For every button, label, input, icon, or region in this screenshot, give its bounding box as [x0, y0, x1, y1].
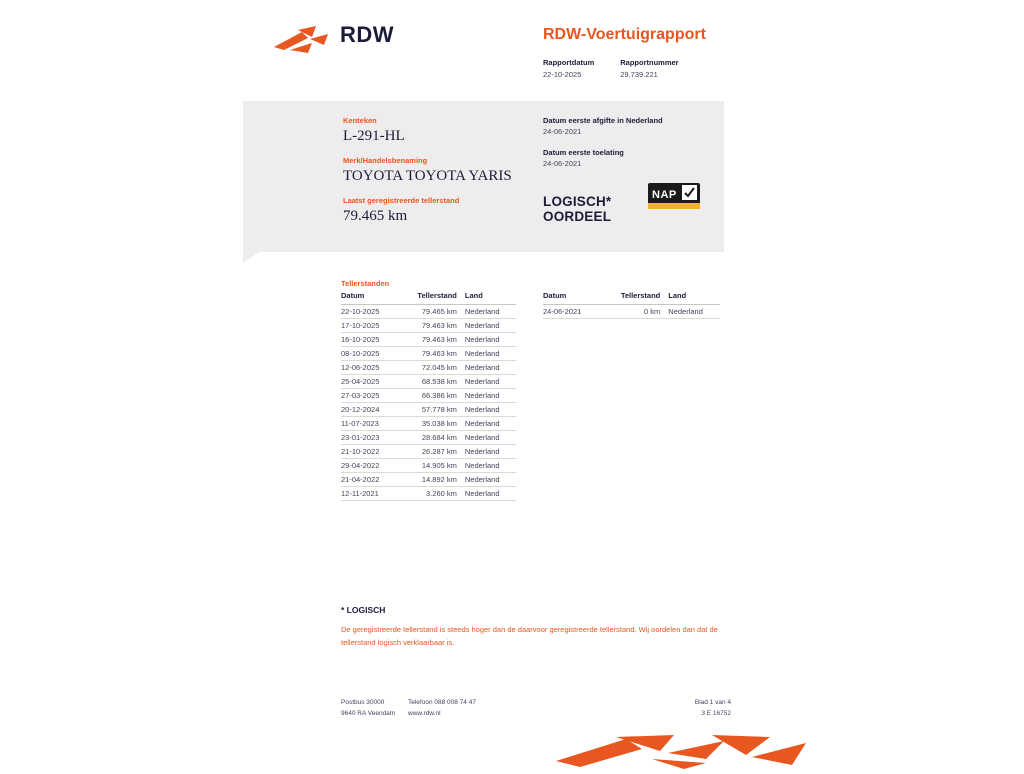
cell-date: 23-01-2023	[341, 431, 396, 445]
report-meta	[543, 58, 679, 79]
table-row	[341, 305, 516, 319]
cell-date: 17-10-2025	[341, 319, 396, 333]
footer-page-number: Blad 1 van 4	[694, 699, 731, 706]
cell-reading: 0 km	[599, 305, 669, 319]
rdw-wordmark: RDW	[340, 22, 395, 47]
cell-reading: 57.778 km	[396, 403, 465, 417]
first-issue-nl-value: 24-06-2021	[543, 127, 582, 136]
cell-date: 11-07-2023	[341, 417, 396, 431]
footer-phone: Telefoon 088 008 74 47	[408, 699, 476, 706]
cell-country: Nederland	[465, 319, 516, 333]
cell-reading: 79.465 km	[396, 305, 465, 319]
table-row	[341, 487, 516, 501]
cell-date: 22-10-2025	[341, 305, 396, 319]
table-row	[341, 347, 516, 361]
last-odometer-label: Laatst geregistreerde tellerstand	[343, 196, 460, 205]
first-admission-value: 24-06-2021	[543, 159, 582, 168]
column-header-country: Land	[465, 291, 516, 305]
footer-address	[341, 697, 395, 719]
cell-country: Nederland	[465, 473, 516, 487]
vehicle-summary-panel	[243, 101, 724, 252]
cell-date: 12-11-2021	[341, 487, 396, 501]
panel-corner-notch	[243, 252, 259, 263]
table-row	[341, 319, 516, 333]
cell-country: Nederland	[465, 431, 516, 445]
table-header-row	[341, 291, 516, 305]
report-number-label: Rapportnummer	[620, 58, 679, 67]
cell-country: Nederland	[465, 417, 516, 431]
table-row	[341, 403, 516, 417]
cell-date: 16-10-2025	[341, 333, 396, 347]
cell-reading: 79.463 km	[396, 333, 465, 347]
nap-badge-stripe	[648, 203, 700, 209]
odometer-table-left	[341, 291, 516, 501]
table-row	[543, 305, 720, 319]
report-number-block	[620, 58, 678, 79]
cell-reading: 28.684 km	[396, 431, 465, 445]
column-header-country: Land	[668, 291, 720, 305]
cell-reading: 68.538 km	[396, 375, 465, 389]
footer-address-line-1: Postbus 30000	[341, 699, 385, 706]
rdw-bottom-graphic-icon	[556, 735, 806, 769]
table-row	[341, 361, 516, 375]
check-icon	[682, 185, 697, 200]
verdict-line-2: OORDEEL	[543, 209, 612, 224]
cell-date: 20-12-2024	[341, 403, 396, 417]
make-model-label: Merk/Handelsbenaming	[343, 156, 428, 165]
nap-badge	[648, 183, 700, 209]
cell-country: Nederland	[465, 389, 516, 403]
last-odometer-value: 79.465 km	[343, 208, 408, 224]
table-row	[341, 417, 516, 431]
cell-country: Nederland	[465, 333, 516, 347]
cell-reading: 79.463 km	[396, 347, 465, 361]
cell-date: 27-03-2025	[341, 389, 396, 403]
table-row	[341, 459, 516, 473]
licence-plate-value: L-291-HL	[343, 128, 405, 144]
cell-country: Nederland	[465, 445, 516, 459]
readings-section-title: Tellerstanden	[341, 279, 390, 288]
cell-date: 12-06-2025	[341, 361, 396, 375]
cell-country: Nederland	[465, 347, 516, 361]
cell-reading: 72.045 km	[396, 361, 465, 375]
column-header-date: Datum	[543, 291, 599, 305]
report-date-value: 22-10-2025	[543, 70, 582, 79]
panel-right-column	[543, 116, 723, 180]
cell-date: 21-10-2022	[341, 445, 396, 459]
table-header-row	[543, 291, 720, 305]
footer-form-code: 3 E 16752	[701, 710, 731, 717]
table-row	[341, 375, 516, 389]
cell-date: 08-10-2025	[341, 347, 396, 361]
cell-date: 29-04-2022	[341, 459, 396, 473]
odometer-table-right	[543, 291, 720, 319]
cell-reading: 66.386 km	[396, 389, 465, 403]
report-number-value: 29.739.221	[620, 70, 658, 79]
verdict-line-1: LOGISCH*	[543, 194, 612, 209]
footnote-title: * LOGISCH	[341, 605, 386, 615]
cell-reading: 14.892 km	[396, 473, 465, 487]
table-row	[341, 389, 516, 403]
first-issue-nl-label: Datum eerste afgifte in Nederland	[543, 116, 663, 125]
cell-country: Nederland	[465, 375, 516, 389]
panel-left-column	[343, 116, 533, 236]
rdw-arrow-logo-icon	[272, 26, 334, 56]
cell-country: Nederland	[465, 459, 516, 473]
cell-reading: 35.038 km	[396, 417, 465, 431]
footnote-block	[341, 605, 731, 649]
cell-date: 25-04-2025	[341, 375, 396, 389]
licence-plate-label: Kenteken	[343, 116, 377, 125]
footer-website[interactable]: www.rdw.nl	[408, 710, 441, 717]
cell-reading: 26.287 km	[396, 445, 465, 459]
table-row	[341, 473, 516, 487]
column-header-date: Datum	[341, 291, 396, 305]
cell-date: 24-06-2021	[543, 305, 599, 319]
cell-date: 21-04-2022	[341, 473, 396, 487]
cell-country: Nederland	[465, 305, 516, 319]
column-header-reading: Tellerstand	[396, 291, 465, 305]
cell-reading: 14.905 km	[396, 459, 465, 473]
first-admission-label: Datum eerste toelating	[543, 148, 624, 157]
document-title: RDW-Voertuigrapport	[543, 26, 706, 43]
footer-pagination	[691, 697, 731, 719]
footer-address-line-2: 9640 RA Veendam	[341, 710, 396, 717]
report-date-block	[543, 58, 594, 79]
report-date-label: Rapportdatum	[543, 58, 595, 67]
make-model-value: TOYOTA TOYOTA YARIS	[343, 168, 512, 184]
footnote-body: De geregistreerde tellerstand is steeds hoger dan de daarvoor geregistreerde tellerstand. Wij oordelen dan dat de tellerstand logisch verklaarbaar is.	[341, 625, 718, 647]
verdict-text	[543, 194, 611, 224]
column-header-reading: Tellerstand	[599, 291, 669, 305]
cell-reading: 3.260 km	[396, 487, 465, 501]
table-row	[341, 431, 516, 445]
table-row	[341, 445, 516, 459]
nap-badge-label: NAP	[652, 189, 677, 201]
footer-contact	[408, 697, 476, 719]
cell-country: Nederland	[465, 403, 516, 417]
cell-reading: 79.463 km	[396, 319, 465, 333]
cell-country: Nederland	[465, 361, 516, 375]
cell-country: Nederland	[465, 487, 516, 501]
table-row	[341, 333, 516, 347]
cell-country: Nederland	[668, 305, 720, 319]
